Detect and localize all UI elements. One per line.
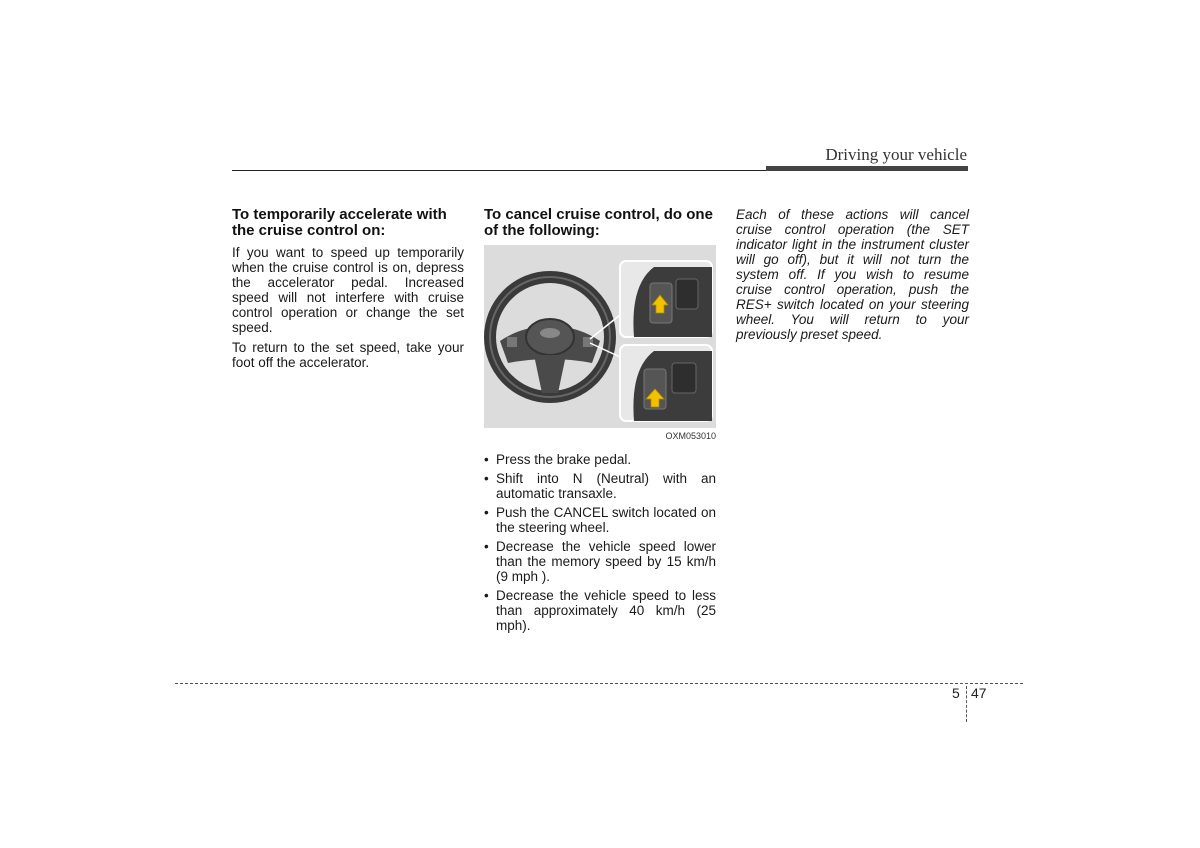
list-item: • Press the brake pedal. — [484, 452, 716, 467]
column-cancel — [484, 207, 716, 637]
section-title: Driving your vehicle — [825, 145, 967, 164]
list-item: • Shift into N (Neutral) with an automatic transaxle. — [484, 471, 716, 501]
column-accelerate — [232, 207, 464, 375]
list-item: • Push the CANCEL switch located on the steering wheel. — [484, 505, 716, 535]
cancel-note: Each of these actions will cancel cruise control operation (the SET indicator light in the instrument cluster will go off), but it will not turn the system off. If you wish to resume cruise control operation, push the RES+ switch located on your steering wheel. You will return to your previously preset speed. — [736, 207, 969, 342]
accelerate-paragraph-2: To return to the set speed, take your foot off the accelerator. — [232, 340, 464, 370]
cancel-actions-list — [484, 452, 716, 633]
footer-rule — [175, 683, 1023, 684]
cancel-heading: To cancel cruise control, do one of the following: — [484, 206, 713, 239]
chapter-number: 5 — [952, 685, 960, 701]
steering-wheel-figure — [484, 245, 716, 441]
list-item: • Decrease the vehicle speed lower than the memory speed by 15 km/h (9 mph ). — [484, 539, 716, 584]
page-number: 47 — [971, 685, 987, 701]
page-number-divider — [966, 686, 967, 722]
steering-wheel-illustration — [484, 245, 716, 428]
accelerate-paragraph-1: If you want to speed up temporarily when the cruise control is on, depress the accelerator pedal. Increased speed will not interfere with cruise control operation or change the set speed. — [232, 245, 464, 335]
column-note — [736, 207, 969, 347]
accelerate-heading: To temporarily accelerate with the cruise control on: — [232, 206, 447, 239]
figure-caption: OXM053010 — [665, 431, 716, 441]
list-item: • Decrease the vehicle speed to less than approximately 40 km/h (25 mph). — [484, 588, 716, 633]
header-rule-accent — [766, 166, 968, 171]
